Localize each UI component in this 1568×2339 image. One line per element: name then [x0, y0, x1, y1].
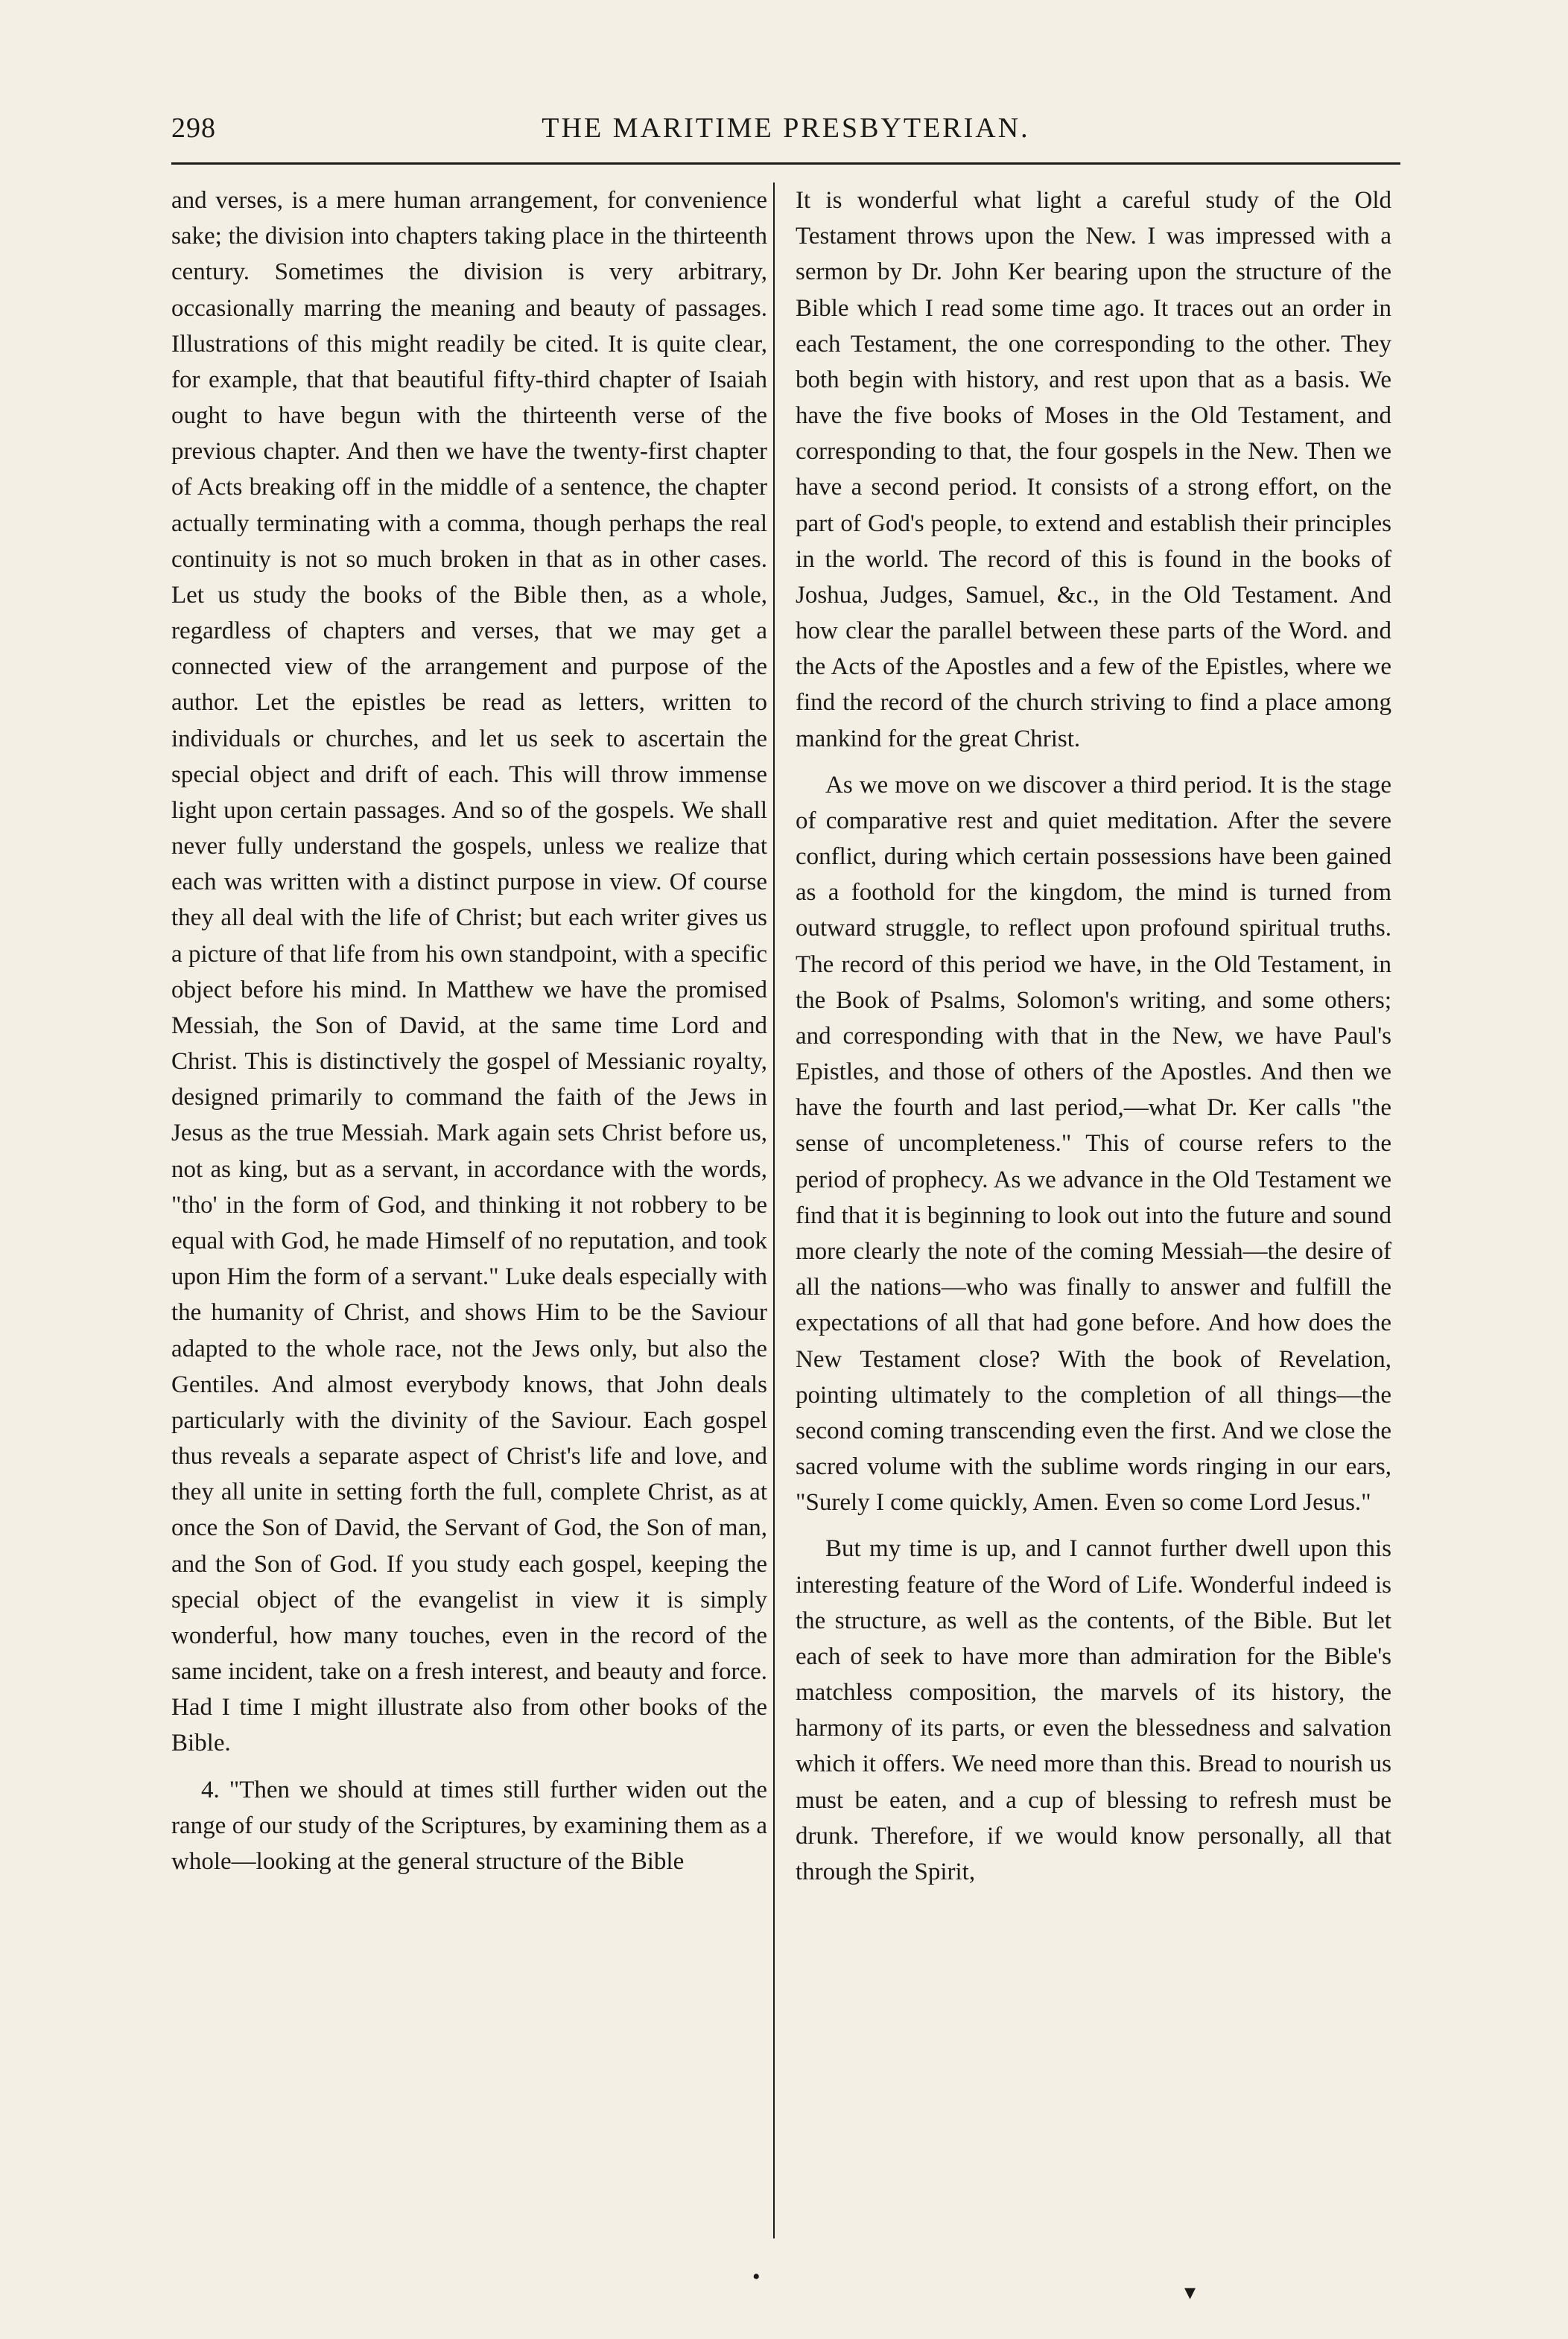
printer-mark-left: •: [752, 2265, 761, 2289]
left-paragraph-1: and verses, is a mere human arrangement, for convenience sake; the division into chapters taking place in the thirteenth century. Sometimes the division is very arbitrary, occasionally marring the meaning and beauty of passages. Illustrations of this might readily be cited. It is quite clear, for example, that that beautiful fifty-third chapter of Isaiah ought to have begun with the thirteenth verse of the previous chapter. And then we have the twenty-first chapter of Acts breaking off in the middle of a sentence, the chapter actually terminating with a comma, though perhaps the real continuity is not so much broken in that as in other cases. Let us study the books of the Bible then, as a whole, regardless of chapters and verses, that we may get a connected view of the arrangement and purpose of the author. Let the epistles be read as letters, written to individuals or churches, and let us seek to ascertain the special object and drift of each. This will throw immense light upon certain passages. And so of the gospels. We shall never fully understand the gospels, unless we realize that each was written with a distinct purpose in view. Of course they all deal with the life of Christ; but each writer gives us a picture of that life from his own standpoint, with a specific object before his mind. In Matthew we have the promised Messiah, the Son of David, at the same time Lord and Christ. This is distinctively the gospel of Messianic royalty, designed primarily to command the faith of the Jews in Jesus as the true Messiah. Mark again sets Christ before us, not as king, but as a servant, in accordance with the words, "tho' in the form of God, and thinking it not robbery to be equal with God, he made Himself of no reputation, and took upon Him the form of a servant." Luke deals especially with the humanity of Christ, and shows Him to be the Saviour adapted to the whole race, not the Jews only, but also the Gentiles. And almost everybody knows, that John deals particularly with the divinity of the Saviour. Each gospel thus reveals a separate aspect of Christ's life and love, and they all unite in setting forth the full, complete Christ, as at once the Son of David, the Servant of God, the Son of man, and the Son of God. If you study each gospel, keeping the special object of the evangelist in view it is simply wonderful, how many touches, even in the record of the same incident, take on a fresh interest, and beauty and force. Had I time I might illustrate also from other books of the Bible.: [171, 187, 767, 1757]
left-column: [171, 183, 767, 1890]
left-paragraph-2: 4. "Then we should at times still further widen out the range of our study of the Scriptures, by examining them as a whole—looking at the general structure of the Bible: [171, 1776, 767, 1875]
column-rule: [773, 183, 775, 2238]
page-header: [171, 112, 1400, 156]
running-head: THE MARITIME PRESBYTERIAN.: [542, 112, 1030, 144]
right-paragraph-2: As we move on we discover a third period. It is the stage of comparative rest and quiet meditation. After the severe conflict, during which certain possessions have been gained as a foothold for the kingdom, the mind is turned from outward struggle, to reflect upon profound spiritual truths. The record of this period we have, in the Old Testament, in the Book of Psalms, Solomon's writing, and some others; and corresponding with that in the New, we have Paul's Epistles, and those of others of the Apostles. And then we have the fourth and last period,—what Dr. Ker calls "the sense of uncompleteness." This of course refers to the period of prophecy. As we advance in the Old Testament we find that it is beginning to look out into the future and sound more clearly the note of the coming Messiah—the desire of all the nations—who was finally to answer and fulfill the expectations of all that had gone before. And how does the New Testament close? With the book of Revelation, pointing ultimately to the completion of all things—the second coming transcending even the first. And we close the sacred volume with the sublime words ringing in our ears, "Surely I come quickly, Amen. Even so come Lord Jesus.": [796, 771, 1391, 1517]
right-paragraph-1: It is wonderful what light a careful study of the Old Testament throws upon the New. I was impressed with a sermon by Dr. John Ker bearing upon the structure of the Bible which I read some time ago. It traces out an order in each Testament, the one corresponding to the other. They both begin with history, and rest upon that as a basis. We have the five books of Moses in the Old Testament, and corresponding to that, the four gospels in the New. Then we have a second period. It consists of a strong effort, on the part of God's people, to extend and establish their principles in the world. The record of this is found in the books of Joshua, Judges, Samuel, &c., in the Old Testament. And how clear the parallel between these parts of the Word. and the Acts of the Apostles and a few of the Epistles, where we find the record of the church striving to find a place among mankind for the great Christ.: [796, 187, 1391, 752]
page-number: 298: [171, 112, 216, 144]
header-rule: [171, 162, 1400, 165]
right-paragraph-3: But my time is up, and I cannot further dwell upon this interesting feature of the Word of Life. Wonderful indeed is the structure, as well as the contents, of the Bible. But let each of seek to have more than admiration for the Bible's matchless composition, the marvels of its history, the harmony of its parts, or even the blessedness and salvation which it offers. We need more than this. Bread to nourish us must be eaten, and a cup of blessing to refresh must be drunk. Therefore, if we would know personally, all that through the Spirit,: [796, 1535, 1391, 1885]
right-column: [796, 183, 1391, 1900]
printer-mark-right: ▾: [1184, 2280, 1196, 2305]
